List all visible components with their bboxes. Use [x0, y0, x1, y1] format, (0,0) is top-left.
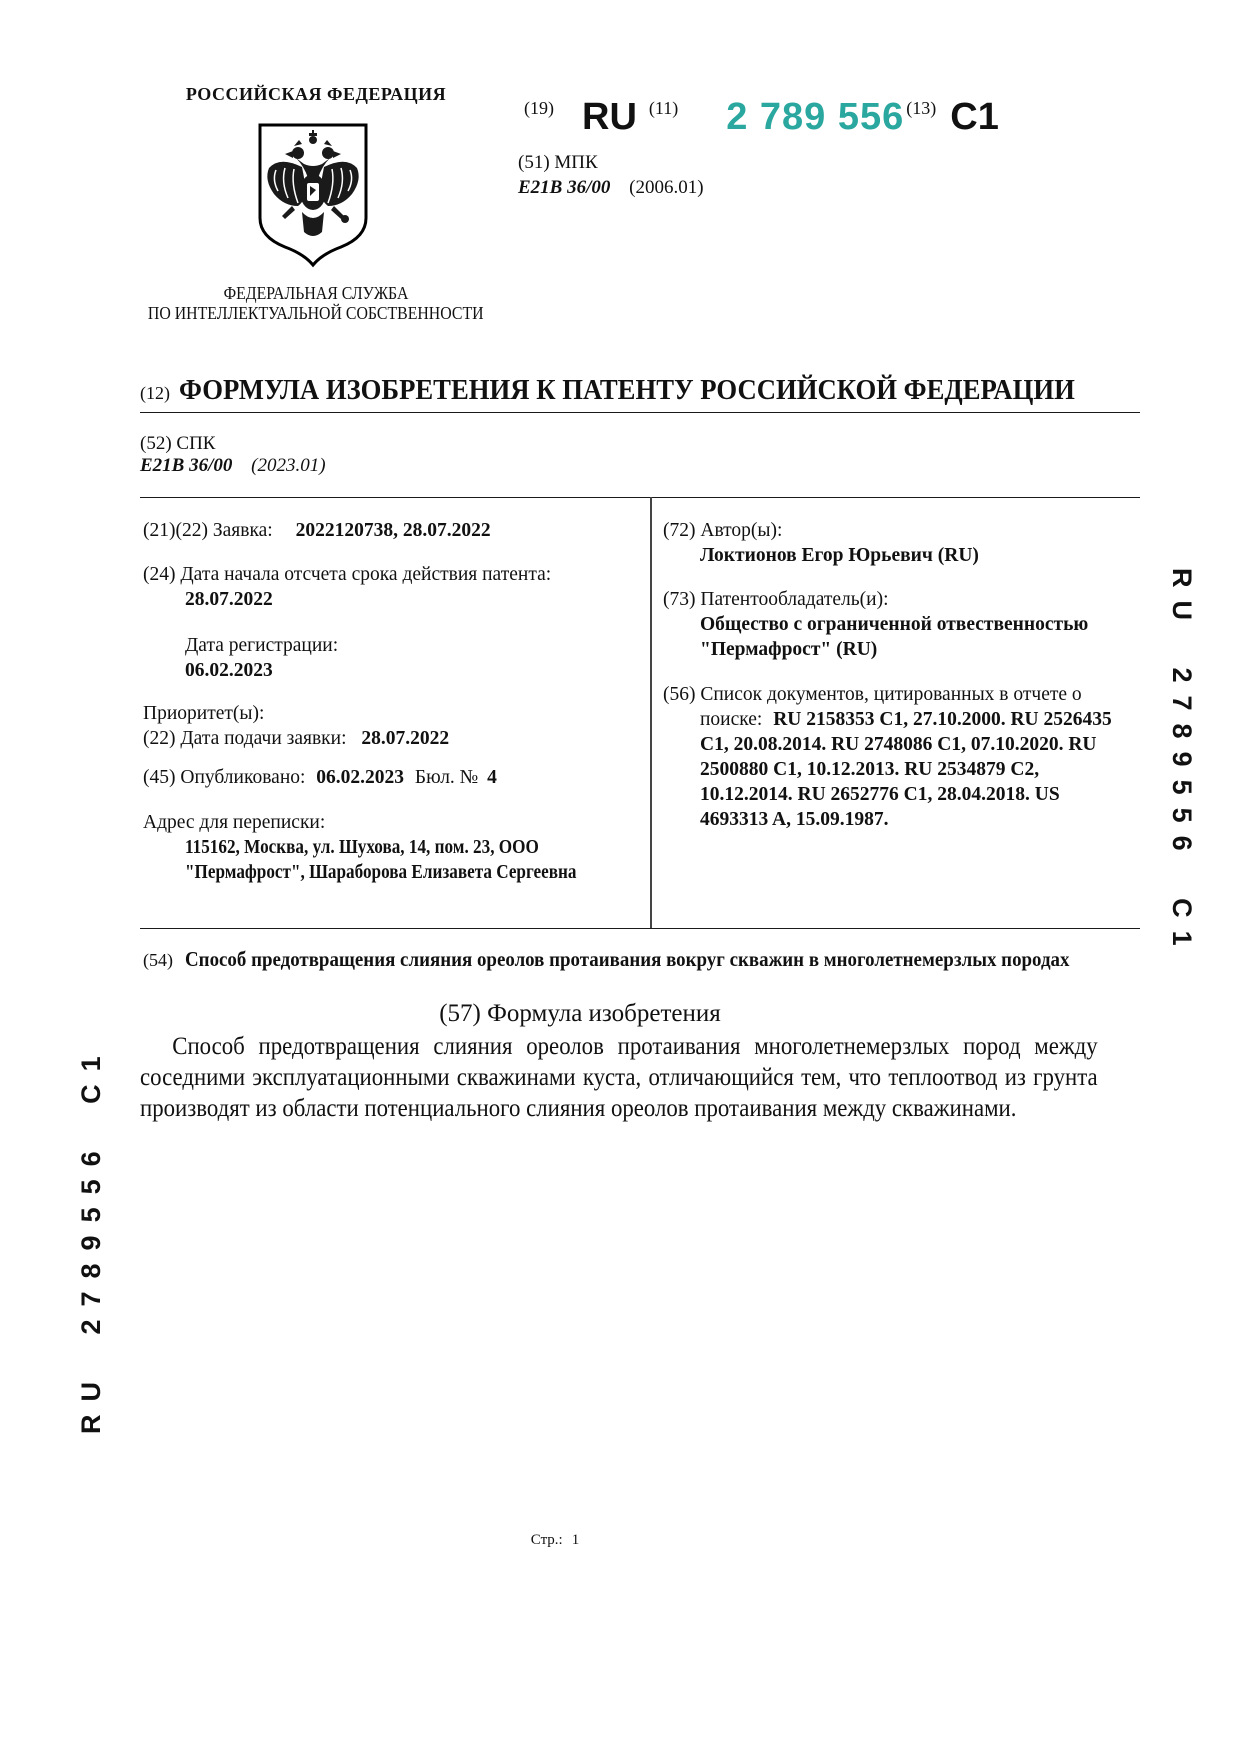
authors-label: (72) Автор(ы): — [663, 520, 783, 541]
address-row — [143, 810, 635, 885]
country-name: РОССИЙСКАЯ ФЕДЕРАЦИЯ — [185, 84, 447, 104]
claims-heading: (57) Формула изобретения — [439, 1000, 721, 1027]
cpc-block — [140, 433, 326, 477]
column-divider — [650, 497, 652, 928]
cpc-class: E21B 36/00 — [140, 455, 233, 476]
left-vertical-patent-number: RU 2789556 C1 — [76, 1043, 106, 1434]
term-start-row — [143, 562, 635, 612]
address-value: 115162, Москва, ул. Шухова, 14, пом. 23, ООО "Пермафрост", Шараборова Елизавета Сергеевна — [185, 837, 577, 883]
document-title-text: ФОРМУЛА ИЗОБРЕТЕНИЯ К ПАТЕНТУ РОССИЙСКОЙ ФЕДЕРАЦИИ — [179, 374, 1075, 406]
published-label: (45) Опубликовано: — [143, 767, 306, 788]
claims-text: Способ предотвращения слияния ореолов протаивания многолетнемерзлых пород между соседними эксплуатационными скважинами куста, отличающийся тем, что теплоотвод из грунта производят из области потенциального слияния ореолов протаивания между скважинами. — [140, 1031, 1098, 1122]
holder-label: (73) Патентообладатель(и): — [663, 589, 889, 610]
authors-row — [663, 518, 1118, 568]
page-number: 1 — [571, 1532, 580, 1548]
inid-code-12: (12) — [140, 383, 170, 403]
citations-row — [663, 682, 1118, 832]
citations-value: RU 2158353 C1, 27.10.2000. RU 2526435 C1, 20.08.2014. RU 2748086 C1, 07.10.2020. RU 2500880 C1, 10.12.2013. RU 2534879 C2, 10.12.2014. RU 2652776 C1, 28.04.2018. US 4693313 A, 15.09.1987. — [700, 709, 1112, 830]
published-value: 06.02.2023 — [316, 767, 405, 788]
bibliographic-right-column — [663, 512, 1118, 832]
filing-date-label: (22) Дата подачи заявки: — [143, 728, 347, 749]
application-label: (21)(22) Заявка: — [143, 520, 273, 541]
citations-label: (56) Список документов, цитированных в отчете о поиске: — [663, 684, 1082, 730]
inid-code-13: (13) — [906, 98, 937, 118]
published-row — [143, 765, 635, 790]
kind-code: C1 — [950, 96, 999, 138]
country-code: RU — [582, 96, 637, 138]
russian-coat-of-arms-icon — [252, 120, 374, 270]
horizontal-rule-middle — [140, 497, 1140, 498]
inid-code-19: (19) — [524, 98, 554, 118]
invention-title-text: Способ предотвращения слияния ореолов протаивания вокруг скважин в многолетнемерзлых породах — [185, 947, 1070, 971]
bulletin-label: Бюл. № — [414, 767, 479, 788]
inid-code-11: (11) — [648, 98, 679, 118]
cpc-label: (52) СПК — [140, 433, 216, 454]
page-footer — [0, 1532, 1110, 1549]
application-value: 2022120738, 28.07.2022 — [295, 520, 491, 541]
agency-name — [90, 284, 542, 323]
priority-row — [143, 701, 635, 751]
priority-label: Приоритет(ы): — [143, 703, 265, 724]
horizontal-rule-top — [140, 412, 1140, 413]
ipc-version: (2006.01) — [629, 177, 704, 198]
agency-line1: ФЕДЕРАЛЬНАЯ СЛУЖБА — [223, 283, 409, 303]
right-vertical-patent-number: RU 2789556 C1 — [1167, 568, 1197, 959]
registration-value: 06.02.2023 — [185, 660, 273, 681]
agency-line2: ПО ИНТЕЛЛЕКТУАЛЬНОЙ СОБСТВЕННОСТИ — [148, 302, 484, 323]
authors-value: Локтионов Егор Юрьевич (RU) — [700, 545, 979, 566]
term-start-value: 28.07.2022 — [185, 589, 273, 610]
document-title — [140, 374, 1153, 407]
horizontal-rule-bottom — [140, 928, 1140, 929]
bibliographic-left-column — [143, 512, 635, 885]
application-row — [143, 518, 635, 543]
publication-header — [518, 96, 999, 138]
holder-row — [663, 587, 1118, 662]
ipc-class: E21B 36/00 — [518, 177, 611, 198]
filing-date-value: 28.07.2022 — [361, 728, 450, 749]
holder-value: Общество с ограниченной отвественностью "Пермафрост" (RU) — [700, 614, 1089, 660]
term-start-label: (24) Дата начала отсчета срока действия патента: — [143, 564, 552, 585]
inid-code-54: (54) — [143, 950, 173, 970]
cpc-version: (2023.01) — [251, 455, 326, 476]
bulletin-value: 4 — [487, 767, 497, 788]
registration-row — [143, 633, 635, 683]
publication-number: 2 789 556 — [726, 96, 905, 138]
address-label: Адрес для переписки: — [143, 812, 326, 833]
page-footer-label: Стр.: — [530, 1532, 563, 1548]
invention-title — [143, 947, 1190, 972]
registration-label: Дата регистрации: — [185, 635, 339, 656]
ipc-label: (51) МПК — [518, 152, 598, 173]
ipc-block — [518, 150, 704, 200]
